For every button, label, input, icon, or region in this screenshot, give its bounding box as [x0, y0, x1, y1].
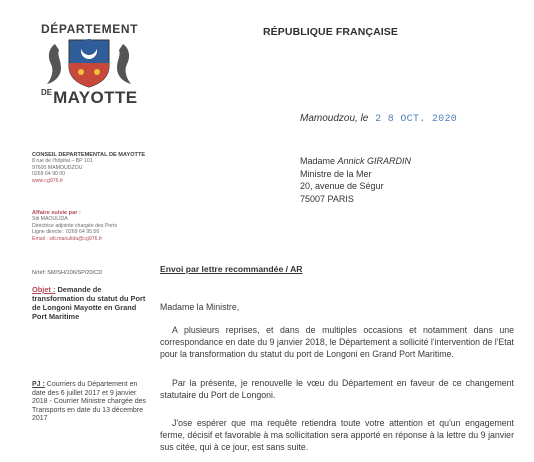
logo-top-text: DÉPARTEMENT — [41, 22, 139, 36]
recipient-prefix: Madame — [300, 156, 338, 166]
sender-block — [32, 152, 145, 184]
recipient-line: 20, avenue de Ségur — [300, 181, 384, 191]
pj-label: PJ : — [32, 381, 45, 388]
pj-block — [32, 381, 150, 424]
sender-line: 97600 MAMOUDZOU — [32, 164, 83, 171]
salutation: Madame la Ministre, — [160, 302, 240, 312]
date-stamp: 2 8 OCT. 2020 — [375, 114, 458, 125]
sender-line: 8 rue de l'hôpital – BP 101 — [32, 158, 93, 165]
recipient-block — [300, 155, 411, 205]
affaire-email-link[interactable]: Email : siti.maoulida@cg976.fr — [32, 235, 103, 242]
objet-label: Objet : — [32, 285, 56, 294]
body-paragraph: J'ose espérer que ma requête retiendra toute votre attention et qu'un engagement ferme, décisif et favorable à ma sollicitation sera apporté en réponse à la lettre du 9 janvier sus citée, qui à ce jour, est sans suite. — [160, 418, 514, 452]
body-paragraph: Par la présente, je renouvelle le vœu du Département en faveur de ce changement statutaire du Port de Longoni. — [160, 378, 514, 400]
recipient-line: Ministre de la Mer — [300, 168, 372, 179]
date-line — [300, 113, 457, 125]
affaire-block — [32, 210, 117, 242]
affaire-title: Affaire suivie par : — [32, 210, 81, 216]
logo-bottom-prefix: DE — [41, 88, 53, 97]
logo-bottom-name: MAYOTTE — [53, 88, 138, 107]
republique-heading: RÉPUBLIQUE FRANÇAISE — [263, 26, 399, 38]
recipient-line: 75007 PARIS — [300, 193, 354, 204]
envoi-mention: Envoi par lettre recommandée / AR — [160, 264, 303, 274]
body-paragraph: A plusieurs reprises, et dans de multiples occasions et notamment dans une correspondance en date du 9 janvier 2018, le Département a sollicité l'intervention de l'Etat pour la transformation du statut du port de Longoni en Grand Port Maritime. — [160, 325, 514, 359]
sender-title: CONSEIL DEPARTEMENTAL DE MAYOTTE — [32, 152, 146, 158]
recipient-name: Annick GIRARDIN — [337, 156, 412, 166]
affaire-line: Siti MAOULIDA — [32, 216, 68, 223]
reference-number: N/réf: SM/SH/106/SP/20/CD — [32, 270, 103, 276]
objet-text: Demande de transformation du statut du Port de Longoni Mayotte en Grand Port Maritime — [32, 285, 146, 321]
pj-text: Courriers du Département en date des 6 juillet 2017 et 9 janvier 2018 - Courrier Ministre chargée des Transports en date du 13 décembre 2017 — [32, 381, 146, 423]
sender-website-link[interactable]: www.cg976.fr — [32, 177, 64, 184]
department-crest-logo — [41, 36, 137, 88]
objet-block — [32, 285, 150, 321]
recipient-line-name — [300, 155, 411, 168]
date-place: Mamoudzou, le — [300, 113, 369, 124]
affaire-line: Ligne directe : 0269 64 95 56 — [32, 229, 100, 236]
logo-bottom-text — [41, 88, 141, 108]
sender-line: 0269 64 90 00 — [32, 171, 66, 178]
affaire-line: Directrice adjointe chargée des Ports — [32, 222, 118, 229]
